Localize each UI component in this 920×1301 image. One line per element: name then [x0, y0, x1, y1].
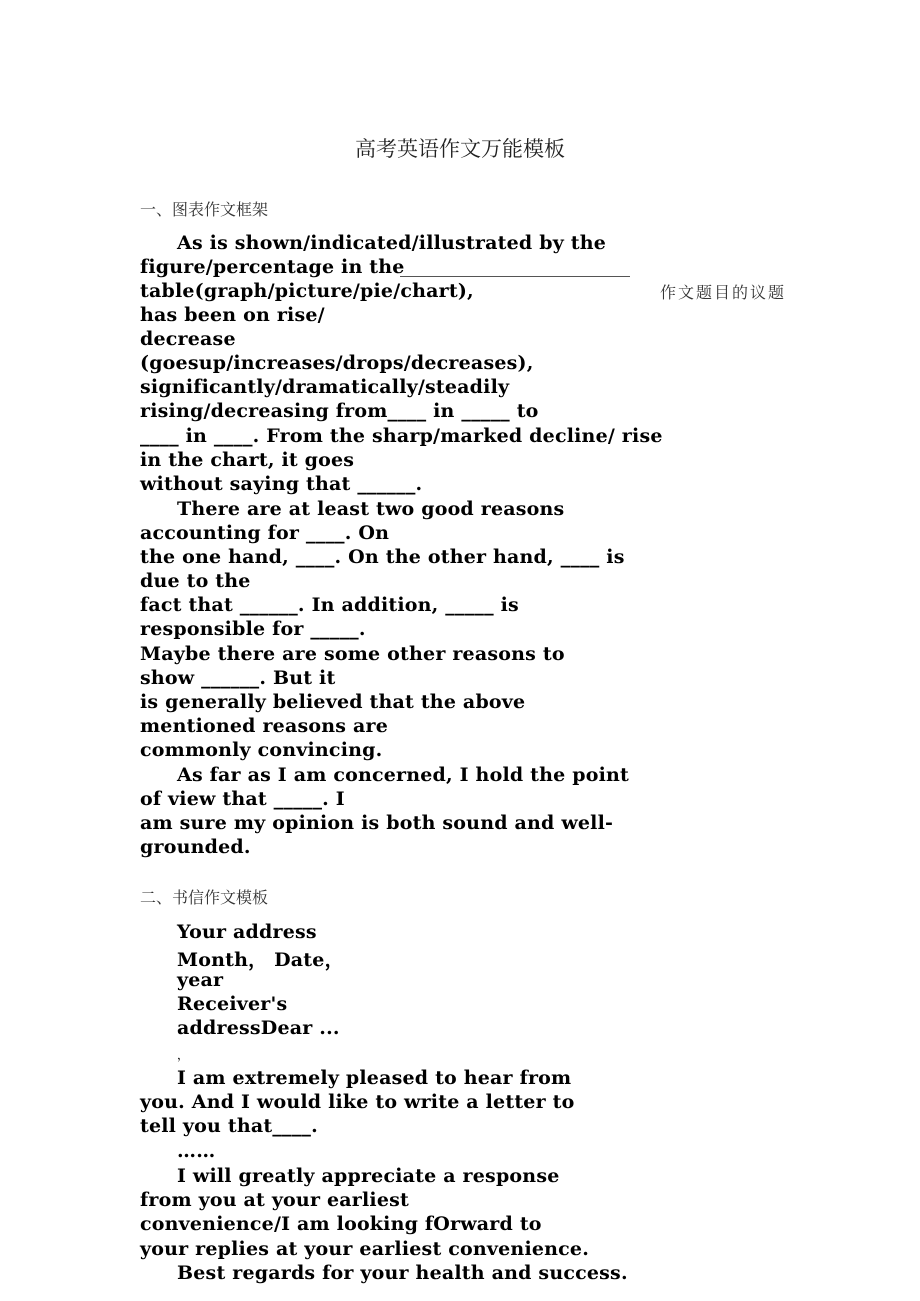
text-line: is generally believed that the above: [140, 691, 526, 713]
text-line: without saying that ______.: [140, 473, 423, 495]
text-line: rising/decreasing from____ in _____ to: [140, 400, 539, 422]
text-line: Month， Date，: [177, 949, 344, 971]
text-line: Maybe there are some other reasons to: [140, 643, 565, 665]
section-heading-letter: 二、书信作文模板: [140, 888, 269, 907]
text-line: you. And I would like to write a letter to: [140, 1091, 575, 1113]
text-line: table(graph/picture/pie/chart),: [140, 280, 474, 302]
text-line: ____ in ____. From the sharp/marked decline/ rise: [140, 425, 663, 447]
text-line: As far as I am concerned, I hold the point: [177, 764, 630, 786]
text-line: Best regards for your health and success.: [177, 1262, 628, 1284]
text-line: Receiver's: [177, 993, 288, 1015]
text-line: Your address: [177, 921, 317, 943]
text-line: As is shown/indicated/illustrated by the: [177, 232, 607, 254]
text-line: addressDear ...: [177, 1017, 340, 1039]
text-line: tell you that____.: [140, 1115, 318, 1137]
text-line: from you at your earliest: [140, 1189, 409, 1211]
text-line: your replies at your earliest convenience.: [140, 1238, 590, 1260]
text-line: commonly convincing.: [140, 739, 383, 761]
text-line: the one hand, ____. On the other hand, ____ is: [140, 546, 625, 568]
text-mark: ，: [177, 1048, 190, 1062]
text-line: in the chart, it goes: [140, 449, 355, 471]
text-line: due to the: [140, 570, 251, 592]
blank-underline: [400, 276, 630, 277]
text-line: (goesup/increases/drops/decreases),: [140, 352, 534, 374]
text-line: of view that _____. I: [140, 788, 345, 810]
text-line: accounting for ____. On: [140, 522, 390, 544]
text-line: ……: [177, 1140, 216, 1162]
text-line: significantly/dramatically/steadily: [140, 376, 510, 398]
text-line: decrease: [140, 328, 236, 350]
text-line: convenience/I am looking fOrward to: [140, 1213, 542, 1235]
page-title: 高考英语作文万能模板: [355, 137, 565, 161]
section-heading-chart: 一、图表作文框架: [140, 200, 269, 219]
text-line: grounded.: [140, 836, 251, 858]
text-line: I will greatly appreciate a response: [177, 1165, 560, 1187]
text-line: figure/percentage in the: [140, 256, 405, 278]
text-line: mentioned reasons are: [140, 715, 388, 737]
topic-note: 作文题目的议题: [660, 283, 787, 302]
text-line: I am extremely pleased to hear from: [177, 1067, 572, 1089]
text-line: show ______. But it: [140, 667, 336, 689]
text-line: responsible for _____.: [140, 618, 366, 640]
text-line: has been on rise/: [140, 304, 325, 326]
text-line: There are at least two good reasons: [177, 498, 565, 520]
text-line: am sure my opinion is both sound and well-: [140, 812, 614, 834]
text-line: year: [177, 969, 224, 991]
text-line: fact that ______. In addition, _____ is: [140, 594, 519, 616]
